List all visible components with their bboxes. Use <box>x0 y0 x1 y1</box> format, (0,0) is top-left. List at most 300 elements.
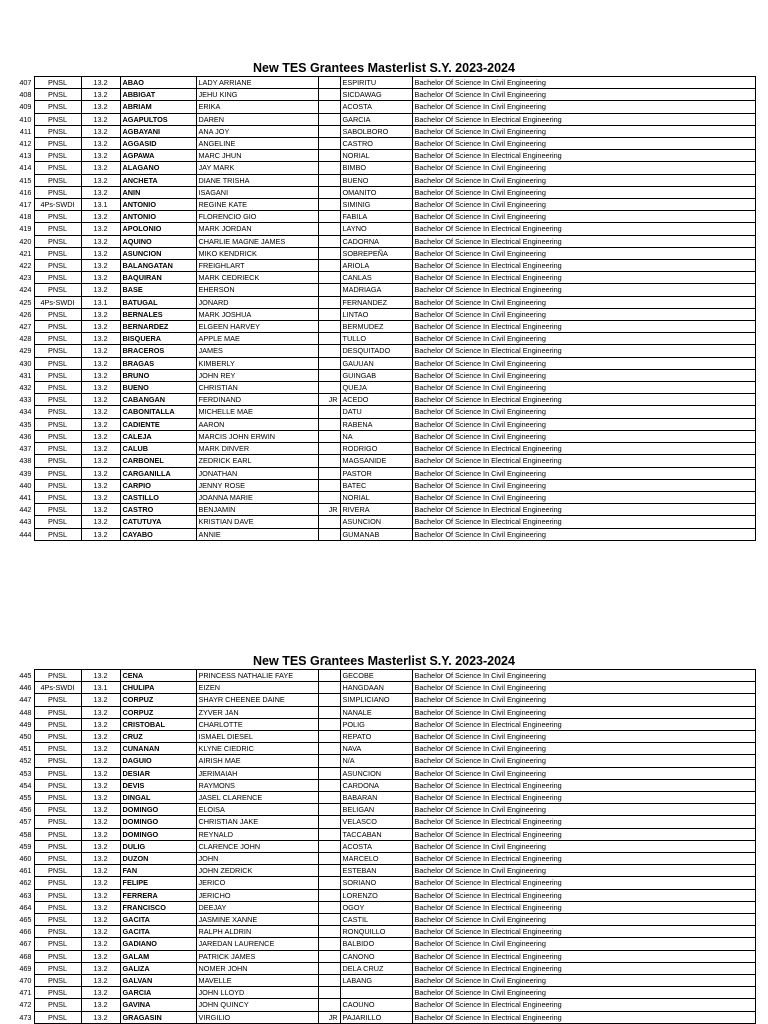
level: 13.2 <box>81 455 120 467</box>
row-number: 441 <box>19 492 32 502</box>
level: 13.2 <box>81 1011 120 1023</box>
first-name: JERIMAIAH <box>196 767 318 779</box>
category: PNSL <box>34 321 81 333</box>
level: 13.2 <box>81 670 120 682</box>
degree-program: Bachelor Of Science In Electrical Engineering <box>412 792 755 804</box>
first-name: ISAGANI <box>196 186 318 198</box>
middle-name: SICDAWAG <box>340 89 412 101</box>
last-name: DOMINGO <box>120 804 196 816</box>
row-number: 439 <box>19 468 32 478</box>
degree-program: Bachelor Of Science In Civil Engineering <box>412 296 755 308</box>
last-name: GALVAN <box>120 975 196 987</box>
first-name: LADY ARRIANE <box>196 77 318 89</box>
row-number: 458 <box>19 829 32 839</box>
last-name: CENA <box>120 670 196 682</box>
last-name: GALAM <box>120 950 196 962</box>
category: PNSL <box>34 186 81 198</box>
last-name: BRAGAS <box>120 357 196 369</box>
last-name: CORPUZ <box>120 706 196 718</box>
last-name: FELIPE <box>120 877 196 889</box>
row-number: 421 <box>19 248 32 258</box>
row-number: 418 <box>19 212 32 222</box>
name-suffix <box>318 694 340 706</box>
row-number: 414 <box>19 163 32 173</box>
row-number: 455 <box>19 793 32 803</box>
first-name: ELGEEN HARVEY <box>196 321 318 333</box>
first-name: JASEL CLARENCE <box>196 792 318 804</box>
table-row <box>17 779 755 791</box>
last-name: ABAO <box>120 77 196 89</box>
category: PNSL <box>34 804 81 816</box>
degree-program: Bachelor Of Science In Civil Engineering <box>412 357 755 369</box>
category: PNSL <box>34 926 81 938</box>
table-row <box>17 755 755 767</box>
first-name: RAYMONS <box>196 779 318 791</box>
level: 13.2 <box>81 467 120 479</box>
last-name: AGBAYANI <box>120 125 196 137</box>
level: 13.2 <box>81 284 120 296</box>
last-name: ABBIGAT <box>120 89 196 101</box>
table-row <box>17 901 755 913</box>
first-name: JOANNA MARIE <box>196 491 318 503</box>
middle-name: SABOLBORO <box>340 125 412 137</box>
row-number: 460 <box>19 854 32 864</box>
row-number: 463 <box>19 890 32 900</box>
first-name: FREIGHLART <box>196 260 318 272</box>
first-name: CHARLIE MAGNE JAMES <box>196 235 318 247</box>
category: PNSL <box>34 718 81 730</box>
first-name: REGINE KATE <box>196 199 318 211</box>
level: 13.2 <box>81 272 120 284</box>
first-name: ANA JOY <box>196 125 318 137</box>
last-name: CRISTOBAL <box>120 718 196 730</box>
category: PNSL <box>34 430 81 442</box>
level: 13.2 <box>81 260 120 272</box>
degree-program: Bachelor Of Science In Civil Engineering <box>412 382 755 394</box>
degree-program: Bachelor Of Science In Civil Engineering <box>412 430 755 442</box>
last-name: CASTRO <box>120 504 196 516</box>
category: PNSL <box>34 1011 81 1023</box>
last-name: CARGANILLA <box>120 467 196 479</box>
degree-program: Bachelor Of Science In Civil Engineering <box>412 308 755 320</box>
middle-name: REPATO <box>340 731 412 743</box>
name-suffix <box>318 682 340 694</box>
middle-name: BATEC <box>340 479 412 491</box>
level: 13.2 <box>81 828 120 840</box>
middle-name: MAGSANIDE <box>340 455 412 467</box>
level: 13.2 <box>81 211 120 223</box>
row-number: 436 <box>19 431 32 441</box>
last-name: BERNALES <box>120 308 196 320</box>
last-name: DOMINGO <box>120 816 196 828</box>
category: PNSL <box>34 828 81 840</box>
middle-name: QUEJA <box>340 382 412 394</box>
level: 13.2 <box>81 706 120 718</box>
degree-program: Bachelor Of Science In Electrical Engineering <box>412 345 755 357</box>
level: 13.2 <box>81 950 120 962</box>
degree-program: Bachelor Of Science In Electrical Engineering <box>412 816 755 828</box>
category: PNSL <box>34 382 81 394</box>
first-name: APPLE MAE <box>196 333 318 345</box>
category: PNSL <box>34 528 81 540</box>
middle-name: ACOSTA <box>340 101 412 113</box>
category: PNSL <box>34 455 81 467</box>
row-number: 417 <box>19 200 32 210</box>
name-suffix <box>318 792 340 804</box>
last-name: GACITA <box>120 914 196 926</box>
category: PNSL <box>34 394 81 406</box>
category: 4Ps-SWDI <box>34 682 81 694</box>
level: 13.2 <box>81 767 120 779</box>
degree-program: Bachelor Of Science In Civil Engineering <box>412 418 755 430</box>
last-name: GADIANO <box>120 938 196 950</box>
first-name: MIKO KENDRICK <box>196 247 318 259</box>
row-number: 469 <box>19 963 32 973</box>
last-name: GARCIA <box>120 987 196 999</box>
middle-name: RODRIGO <box>340 443 412 455</box>
degree-program: Bachelor Of Science In Electrical Engineering <box>412 321 755 333</box>
middle-name: POLIG <box>340 718 412 730</box>
category: PNSL <box>34 479 81 491</box>
level: 13.2 <box>81 853 120 865</box>
first-name: JAY MARK <box>196 162 318 174</box>
degree-program: Bachelor Of Science In Civil Engineering <box>412 975 755 987</box>
last-name: AGAPULTOS <box>120 113 196 125</box>
last-name: BRACEROS <box>120 345 196 357</box>
degree-program: Bachelor Of Science In Electrical Engineering <box>412 853 755 865</box>
first-name: JERICHO <box>196 889 318 901</box>
category: PNSL <box>34 987 81 999</box>
category: PNSL <box>34 101 81 113</box>
middle-name: PAJARILLO <box>340 1011 412 1023</box>
last-name: CARBONEL <box>120 455 196 467</box>
category: PNSL <box>34 877 81 889</box>
category: PNSL <box>34 357 81 369</box>
first-name: JAREDAN LAURENCE <box>196 938 318 950</box>
table-row <box>17 718 755 730</box>
first-name: NOMER JOHN <box>196 962 318 974</box>
last-name: ANCHETA <box>120 174 196 186</box>
category: PNSL <box>34 999 81 1011</box>
degree-program: Bachelor Of Science In Electrical Engineering <box>412 260 755 272</box>
degree-program: Bachelor Of Science In Electrical Engineering <box>412 150 755 162</box>
middle-name: PASTOR <box>340 467 412 479</box>
last-name: CASTILLO <box>120 491 196 503</box>
degree-program: Bachelor Of Science In Civil Engineering <box>412 101 755 113</box>
category: PNSL <box>34 779 81 791</box>
category: PNSL <box>34 901 81 913</box>
first-name: MAVELLE <box>196 975 318 987</box>
degree-program: Bachelor Of Science In Electrical Engineering <box>412 1011 755 1023</box>
first-name: CHARLOTTE <box>196 718 318 730</box>
last-name: CABANGAN <box>120 394 196 406</box>
level: 13.2 <box>81 223 120 235</box>
table-row <box>17 682 755 694</box>
level: 13.2 <box>81 516 120 528</box>
name-suffix <box>318 767 340 779</box>
category: PNSL <box>34 975 81 987</box>
middle-name: CASTRO <box>340 138 412 150</box>
level: 13.2 <box>81 731 120 743</box>
first-name: JOHN <box>196 853 318 865</box>
degree-program: Bachelor Of Science In Civil Engineering <box>412 186 755 198</box>
row-number: 427 <box>19 322 32 332</box>
degree-program: Bachelor Of Science In Electrical Engineering <box>412 926 755 938</box>
row-number: 446 <box>19 683 32 693</box>
middle-name: ASUNCION <box>340 767 412 779</box>
first-name: KRISTIAN DAVE <box>196 516 318 528</box>
name-suffix <box>318 828 340 840</box>
level: 13.2 <box>81 804 120 816</box>
name-suffix <box>318 840 340 852</box>
category: PNSL <box>34 840 81 852</box>
level: 13.2 <box>81 491 120 503</box>
row-number: 433 <box>19 395 32 405</box>
middle-name: MADRIAGA <box>340 284 412 296</box>
level: 13.2 <box>81 743 120 755</box>
level: 13.2 <box>81 382 120 394</box>
last-name: ANIN <box>120 186 196 198</box>
middle-name: ESTEBAN <box>340 865 412 877</box>
degree-program: Bachelor Of Science In Electrical Engineering <box>412 828 755 840</box>
middle-name: LINTAO <box>340 308 412 320</box>
first-name: RALPH ALDRIN <box>196 926 318 938</box>
level: 13.2 <box>81 926 120 938</box>
middle-name: TULLO <box>340 333 412 345</box>
last-name: DOMINGO <box>120 828 196 840</box>
middle-name: ACOSTA <box>340 840 412 852</box>
degree-program: Bachelor Of Science In Civil Engineering <box>412 467 755 479</box>
row-number: 408 <box>19 90 32 100</box>
degree-program: Bachelor Of Science In Electrical Engineering <box>412 223 755 235</box>
first-name: EIZEN <box>196 682 318 694</box>
level: 13.2 <box>81 479 120 491</box>
middle-name: NORIAL <box>340 491 412 503</box>
middle-name: CARDONA <box>340 779 412 791</box>
level: 13.2 <box>81 418 120 430</box>
first-name: MARK JORDAN <box>196 223 318 235</box>
middle-name: BABARAN <box>340 792 412 804</box>
middle-name: GUMANAB <box>340 528 412 540</box>
row-number: 452 <box>19 756 32 766</box>
level: 13.2 <box>81 528 120 540</box>
first-name: DEEJAY <box>196 901 318 913</box>
row-number: 448 <box>19 707 32 717</box>
first-name: KIMBERLY <box>196 357 318 369</box>
category: PNSL <box>34 755 81 767</box>
first-name: CLARENCE JOHN <box>196 840 318 852</box>
first-name: DAREN <box>196 113 318 125</box>
last-name: DUZON <box>120 853 196 865</box>
degree-program: Bachelor Of Science In Electrical Engineering <box>412 284 755 296</box>
middle-name: CANLAS <box>340 272 412 284</box>
first-name: MICHELLE MAE <box>196 406 318 418</box>
last-name: BRUNO <box>120 369 196 381</box>
last-name: BISQUERA <box>120 333 196 345</box>
first-name: ZEDRICK EARL <box>196 455 318 467</box>
degree-program: Bachelor Of Science In Electrical Engineering <box>412 999 755 1011</box>
category: PNSL <box>34 247 81 259</box>
middle-name: GECOBE <box>340 670 412 682</box>
middle-name: SORIANO <box>340 877 412 889</box>
category: PNSL <box>34 406 81 418</box>
category: PNSL <box>34 792 81 804</box>
degree-program: Bachelor Of Science In Civil Engineering <box>412 77 755 89</box>
first-name: JOHN REY <box>196 369 318 381</box>
level: 13.2 <box>81 89 120 101</box>
first-name: JASMINE XANNE <box>196 914 318 926</box>
middle-name: SIMINIG <box>340 199 412 211</box>
row-number: 432 <box>19 383 32 393</box>
level: 13.2 <box>81 113 120 125</box>
first-name: JONATHAN <box>196 467 318 479</box>
degree-program: Bachelor Of Science In Civil Engineering <box>412 767 755 779</box>
row-number: 410 <box>19 114 32 124</box>
category: PNSL <box>34 889 81 901</box>
level: 13.2 <box>81 938 120 950</box>
row-number: 438 <box>19 456 32 466</box>
row-number: 450 <box>19 732 32 742</box>
degree-program: Bachelor Of Science In Civil Engineering <box>412 369 755 381</box>
row-number: 423 <box>19 273 32 283</box>
level: 13.2 <box>81 901 120 913</box>
last-name: BASE <box>120 284 196 296</box>
row-number: 440 <box>19 480 32 490</box>
level: 13.2 <box>81 779 120 791</box>
row-number: 471 <box>19 988 32 998</box>
first-name: JOHN LLOYD <box>196 987 318 999</box>
category: PNSL <box>34 443 81 455</box>
row-number: 457 <box>19 817 32 827</box>
category: PNSL <box>34 950 81 962</box>
level: 13.2 <box>81 914 120 926</box>
row-number: 462 <box>19 878 32 888</box>
middle-name: LABANG <box>340 975 412 987</box>
level: 13.2 <box>81 357 120 369</box>
middle-name: DELA CRUZ <box>340 962 412 974</box>
table-row <box>17 840 755 852</box>
last-name: AQUINO <box>120 235 196 247</box>
degree-program: Bachelor Of Science In Civil Engineering <box>412 804 755 816</box>
category: PNSL <box>34 962 81 974</box>
degree-program: Bachelor Of Science In Electrical Engineering <box>412 718 755 730</box>
level: 13.2 <box>81 816 120 828</box>
first-name: AIRISH MAE <box>196 755 318 767</box>
middle-name: SOBREPEÑA <box>340 247 412 259</box>
middle-name: VELASCO <box>340 816 412 828</box>
row-number: 453 <box>19 768 32 778</box>
page-title: New TES Grantees Masterlist S.Y. 2023-2024 <box>253 654 515 668</box>
name-suffix <box>318 901 340 913</box>
level: 13.2 <box>81 443 120 455</box>
degree-program: Bachelor Of Science In Civil Engineering <box>412 162 755 174</box>
table-row <box>17 670 755 682</box>
last-name: BUENO <box>120 382 196 394</box>
first-name: CHRISTIAN <box>196 382 318 394</box>
first-name: MARCIS JOHN ERWIN <box>196 430 318 442</box>
category: PNSL <box>34 914 81 926</box>
level: 13.2 <box>81 174 120 186</box>
middle-name: OMANITO <box>340 186 412 198</box>
level: 13.2 <box>81 369 120 381</box>
last-name: CATUTUYA <box>120 516 196 528</box>
category: PNSL <box>34 284 81 296</box>
degree-program: Bachelor Of Science In Electrical Engineering <box>412 901 755 913</box>
name-suffix <box>318 853 340 865</box>
middle-name: FERNANDEZ <box>340 296 412 308</box>
row-number: 470 <box>19 976 32 986</box>
name-suffix <box>318 987 340 999</box>
category: PNSL <box>34 694 81 706</box>
middle-name: NANALE <box>340 706 412 718</box>
category: PNSL <box>34 125 81 137</box>
table-row <box>17 694 755 706</box>
degree-program: Bachelor Of Science In Electrical Engineering <box>412 950 755 962</box>
level: 13.2 <box>81 430 120 442</box>
category: PNSL <box>34 150 81 162</box>
first-name: PATRICK JAMES <box>196 950 318 962</box>
name-suffix <box>318 950 340 962</box>
category: PNSL <box>34 260 81 272</box>
name-suffix <box>318 877 340 889</box>
last-name: CHULIPA <box>120 682 196 694</box>
degree-program: Bachelor Of Science In Civil Engineering <box>412 406 755 418</box>
degree-program: Bachelor Of Science In Electrical Engineering <box>412 889 755 901</box>
row-number: 472 <box>19 1000 32 1010</box>
category: PNSL <box>34 113 81 125</box>
first-name: FERDINAND <box>196 394 318 406</box>
middle-name: HANGDAAN <box>340 682 412 694</box>
name-suffix <box>318 975 340 987</box>
degree-program: Bachelor Of Science In Civil Engineering <box>412 670 755 682</box>
level: 13.2 <box>81 77 120 89</box>
table-row <box>17 950 755 962</box>
first-name: FLORENCIO GIO <box>196 211 318 223</box>
last-name: FAN <box>120 865 196 877</box>
table-row <box>17 889 755 901</box>
category: PNSL <box>34 235 81 247</box>
degree-program: Bachelor Of Science In Civil Engineering <box>412 125 755 137</box>
category: PNSL <box>34 77 81 89</box>
middle-name: LAYNO <box>340 223 412 235</box>
degree-program: Bachelor Of Science In Electrical Engineering <box>412 962 755 974</box>
name-suffix <box>318 816 340 828</box>
row-number: 468 <box>19 951 32 961</box>
level: 13.2 <box>81 125 120 137</box>
first-name: SHAYR CHEENEE DAINE <box>196 694 318 706</box>
degree-program: Bachelor Of Science In Civil Engineering <box>412 840 755 852</box>
row-number: 465 <box>19 915 32 925</box>
row-number: 464 <box>19 902 32 912</box>
row-number: 412 <box>19 139 32 149</box>
middle-name: RIVERA <box>340 504 412 516</box>
middle-name: CADORNA <box>340 235 412 247</box>
last-name: BALANGATAN <box>120 260 196 272</box>
middle-name: ESPIRITU <box>340 77 412 89</box>
row-number: 467 <box>19 939 32 949</box>
last-name: CAYABO <box>120 528 196 540</box>
degree-program: Bachelor Of Science In Civil Engineering <box>412 199 755 211</box>
degree-program: Bachelor Of Science In Civil Engineering <box>412 528 755 540</box>
row-number: 416 <box>19 187 32 197</box>
name-suffix <box>318 938 340 950</box>
first-name: ISMAEL DIESEL <box>196 731 318 743</box>
category: PNSL <box>34 853 81 865</box>
row-number: 426 <box>19 309 32 319</box>
middle-name: RONQUILLO <box>340 926 412 938</box>
middle-name: BUENO <box>340 174 412 186</box>
degree-program: Bachelor Of Science In Civil Engineering <box>412 914 755 926</box>
